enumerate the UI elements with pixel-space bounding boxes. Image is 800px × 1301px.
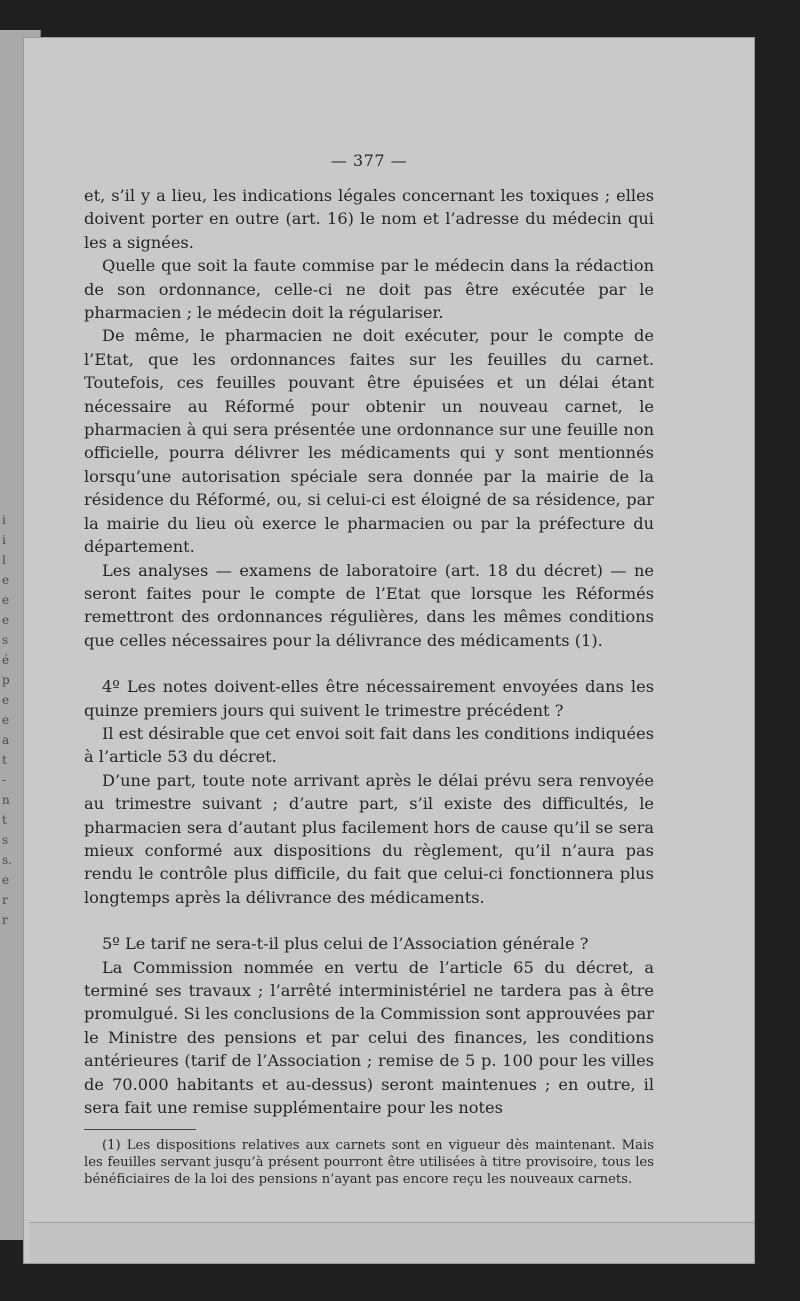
- footnote-divider: [84, 1129, 196, 1130]
- paragraph: La Commission nommée en vertu de l’article 65 du décret, a terminé ses travaux ; l’arrêté interministériel ne tardera pas à être promulgué. Si les conclusions de la Commission sont approuvées par le Ministre des pensions et par celui des finances, les conditions antérieures (tarif de l’Association ; remise de 5 p. 100 pour les villes de 70.000 habitants et au-dessus) seront maintenues ; en outre, il sera fait une remise supplémentaire pour les notes: [84, 957, 654, 1118]
- fragment: i: [2, 513, 6, 527]
- fragment: e: [2, 713, 10, 727]
- fragment: a: [2, 733, 10, 747]
- fragment: e: [2, 593, 10, 607]
- adjacent-page-fragments: [2, 510, 16, 930]
- fragment: p: [2, 673, 10, 687]
- page-number: — 377 —: [330, 151, 408, 170]
- page-bottom-edge: [30, 1222, 754, 1263]
- fragment: r: [2, 893, 8, 907]
- fragment: s.: [2, 853, 12, 867]
- fragment: s: [2, 633, 9, 647]
- paragraph: D’une part, toute note arrivant après le délai prévu sera renvoyée au trimestre suivant ; d’autre part, s’il existe des difficultés, le pharmacien sera d’autant plus facilement hors de cause qu’il se sera mieux conformé aux dispositions du règlement, qu’il n’aura pas rendu le contrôle plus difficile, du fait que celui-ci fonctionnera plus longtemps après la délivrance des médicaments.: [84, 770, 654, 907]
- fragment: t: [2, 753, 7, 767]
- fragment: l: [2, 553, 6, 567]
- paragraph: De même, le pharmacien ne doit exécuter, pour le compte de l’Etat, que les ordonnances faites sur les feuilles du carnet. Toutefois, ces feuilles pouvant être épuisées et un délai étant nécessaire au Réformé pour obtenir un nouveau carnet, le pharmacien à qui sera présentée une ordonnance sur une feuille non officielle, pourra délivrer les médicaments qui y sont mentionnés lorsqu’une autorisation spéciale sera donnée par la mairie de la résidence du Réformé, ou, si celui-ci est éloigné de sa résidence, par la mairie du lieu où exerce le pharmacien ou par la préfecture du département.: [84, 326, 654, 557]
- fragment: e: [2, 573, 10, 587]
- fragment: e: [2, 873, 10, 887]
- fragment: i: [2, 533, 6, 547]
- question-heading: 4º Les notes doivent-elles être nécessairement envoyées dans les quinze premiers jours qui suivent le trimestre précédent ?: [84, 677, 654, 720]
- footnote: (1) Les dispositions relatives aux carnets sont en vigueur dès maintenant. Mais les feuilles servant jusqu’à présent pourront être utilisées à titre provisoire, tous les bénéficiaires de la loi des pensions n’ayant pas encore reçu les nouveaux carnets.: [84, 1138, 654, 1188]
- fragment: e: [2, 693, 10, 707]
- fragment: n: [2, 793, 10, 807]
- paragraph: Quelle que soit la faute commise par le médecin dans la rédaction de son ordonnance, celle-ci ne doit pas être exécutée par le pharmacien ; le médecin doit la régulariser.: [84, 256, 654, 323]
- fragment: é: [2, 653, 10, 667]
- paragraph: et, s’il y a lieu, les indications légales concernant les toxiques ; elles doivent porter en outre (art. 16) le nom et l’adresse du médecin qui les a signées.: [84, 186, 654, 252]
- paragraph: Les analyses — examens de laboratoire (art. 18 du décret) — ne seront faites pour le compte de l’Etat que lorsque les Réformés remettront des ordonnances régulières, dans les mêmes conditions que celles nécessaires pour la délivrance des médicaments (1).: [84, 560, 654, 650]
- paragraph: Il est désirable que cet envoi soit fait dans les conditions indiquées à l’article 53 du décret.: [84, 723, 654, 767]
- fragment: -: [2, 773, 7, 787]
- fragment: s: [2, 833, 9, 847]
- fragment: e: [2, 613, 10, 627]
- question-heading: 5º Le tarif ne sera-t-il plus celui de l’Association générale ?: [102, 934, 589, 954]
- fragment: r: [2, 913, 8, 927]
- page-content: [84, 150, 654, 1189]
- fragment: t: [2, 813, 7, 827]
